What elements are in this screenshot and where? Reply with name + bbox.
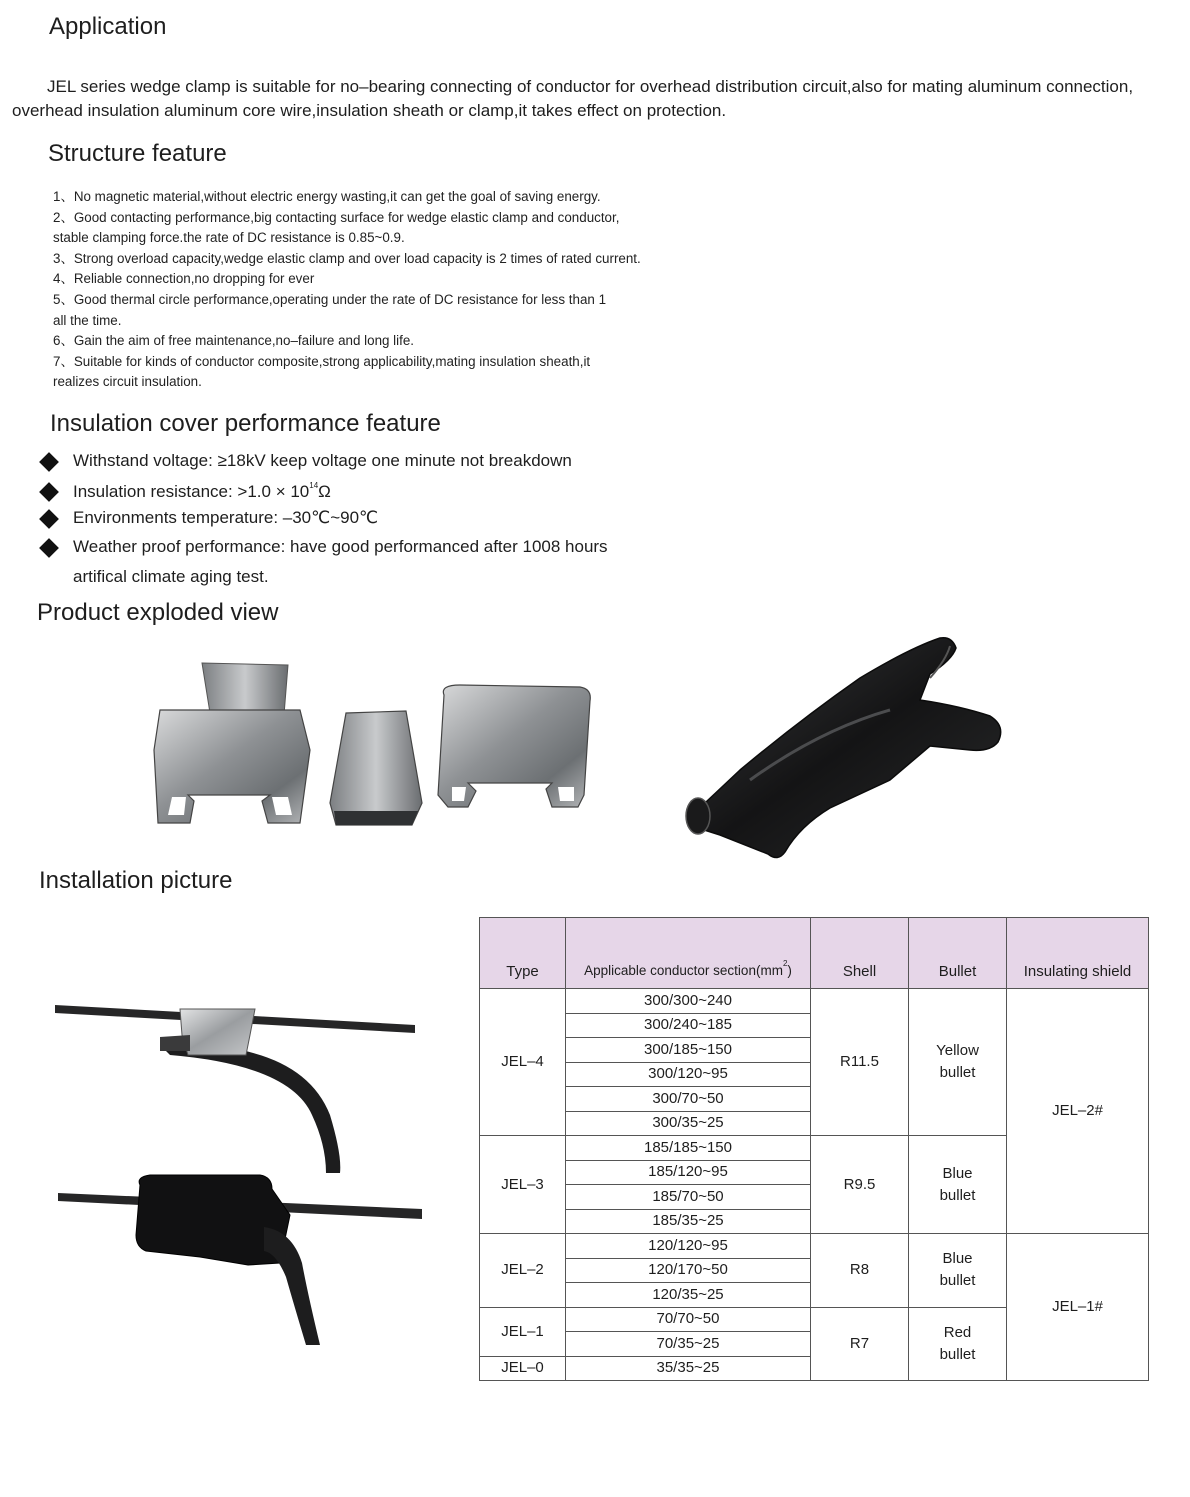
shield-cell: JEL–1# — [1007, 1234, 1149, 1381]
section-cell: 300/185~150 — [566, 1038, 811, 1063]
structure-line: 4、Reliable connection,no dropping for ever — [53, 271, 315, 287]
type-cell: JEL–3 — [480, 1136, 566, 1234]
structure-line: 5、Good thermal circle performance,operating under the rate of DC resistance for less than 1 — [53, 291, 607, 307]
insulation-heading: Insulation cover performance feature — [50, 410, 441, 437]
table-row — [480, 1234, 1149, 1259]
bullet-color: Red — [943, 1323, 972, 1341]
type-cell: JEL–1 — [480, 1307, 566, 1356]
bullet-word: bullet — [939, 1272, 976, 1290]
section-cell: 35/35~25 — [566, 1356, 811, 1381]
specification-table — [479, 917, 1149, 1381]
feature-text: Withstand voltage: ≥18kV keep voltage one minute not breakdown — [73, 451, 572, 470]
structure-line: realizes circuit insulation. — [53, 374, 202, 390]
table-header-row — [480, 918, 1149, 989]
bullet-word: bullet — [939, 1064, 976, 1081]
resistance-unit: Ω — [318, 482, 331, 501]
type-cell: JEL–2 — [480, 1234, 566, 1308]
structure-list — [53, 187, 653, 393]
structure-line: 7、Suitable for kinds of conductor composite,strong applicability,mating insulation sheath,it — [53, 353, 591, 369]
structure-line: 2、Good contacting performance,big contacting surface for wedge elastic clamp and conductor, — [53, 209, 620, 225]
diamond-bullet-icon — [39, 509, 59, 529]
feature-text: Environments temperature: –30℃~90℃ — [73, 508, 379, 527]
shell-cell: R11.5 — [811, 989, 909, 1136]
section-cell: 300/300~240 — [566, 989, 811, 1014]
section-cell: 300/35~25 — [566, 1111, 811, 1136]
structure-line: 1、No magnetic material,without electric energy wasting,it can get the goal of saving energy. — [53, 189, 601, 204]
installation-photo — [50, 995, 430, 1350]
bullet-cell — [909, 989, 1007, 1136]
structure-heading: Structure feature — [48, 140, 227, 167]
structure-line: 3、Strong overload capacity,wedge elastic clamp and over load capacity is 2 times of rated current. — [53, 250, 641, 266]
header-section-text: Applicable conductor section(mm — [584, 963, 783, 978]
bullet-cell — [909, 1136, 1007, 1234]
section-cell: 70/70~50 — [566, 1307, 811, 1332]
section-cell: 300/120~95 — [566, 1062, 811, 1087]
structure-line: 6、Gain the aim of free maintenance,no–failure and long life. — [53, 333, 415, 349]
resistance-exponent: 14 — [309, 481, 319, 490]
header-type: Type — [480, 918, 566, 989]
structure-line: all the time. — [53, 312, 122, 328]
shell-cell: R7 — [811, 1307, 909, 1381]
section-cell: 300/240~185 — [566, 1013, 811, 1038]
section-cell: 185/185~150 — [566, 1136, 811, 1161]
application-text-line-2: overhead insulation aluminum core wire,insulation sheath or clamp,it takes effect on protection. — [12, 101, 727, 120]
clamp-body-left — [154, 663, 310, 823]
shell-cell: R8 — [811, 1234, 909, 1308]
clamp-body-right — [438, 685, 590, 807]
shield-cell: JEL–2# — [1007, 989, 1149, 1234]
bullet-word: bullet — [939, 1345, 976, 1363]
feature-text: Weather proof performance: have good performanced after 1008 hours — [73, 537, 608, 556]
feature-text — [73, 481, 331, 502]
application-text-line-1: JEL series wedge clamp is suitable for no–bearing connecting of conductor for overhead distribution circuit,also for mating aluminum connection, — [47, 77, 1134, 96]
application-heading: Application — [49, 13, 167, 40]
installation-heading: Installation picture — [39, 867, 233, 894]
bullet-color: Yellow — [936, 1042, 979, 1059]
exploded-heading: Product exploded view — [37, 599, 279, 626]
table-row — [480, 989, 1149, 1014]
diamond-bullet-icon — [39, 482, 59, 502]
type-cell: JEL–0 — [480, 1356, 566, 1381]
bullet-color: Blue — [942, 1250, 973, 1268]
section-cell: 185/120~95 — [566, 1160, 811, 1185]
diamond-bullet-icon — [39, 538, 59, 558]
header-section-close: ) — [787, 963, 792, 978]
header-section-sup: 2 — [782, 959, 788, 968]
section-cell: 300/70~50 — [566, 1087, 811, 1112]
section-cell: 120/35~25 — [566, 1283, 811, 1308]
shell-cell: R9.5 — [811, 1136, 909, 1234]
installation-clamp-insulated — [58, 1175, 422, 1345]
section-cell: 185/35~25 — [566, 1209, 811, 1234]
bullet-word: bullet — [939, 1186, 976, 1204]
wedge-piece — [330, 711, 422, 825]
header-shield: Insulating shield — [1007, 918, 1149, 989]
installation-clamp-uninsulated — [55, 1005, 415, 1173]
header-section — [566, 918, 811, 989]
bullet-color: Blue — [942, 1164, 973, 1182]
diamond-bullet-icon — [39, 452, 59, 472]
section-cell: 120/120~95 — [566, 1234, 811, 1259]
section-cell: 185/70~50 — [566, 1185, 811, 1210]
structure-line: stable clamping force.the rate of DC resistance is 0.85~0.9. — [53, 230, 405, 246]
bullet-cell — [909, 1307, 1007, 1381]
feature-text: artifical climate aging test. — [73, 567, 269, 586]
section-cell: 70/35~25 — [566, 1332, 811, 1357]
header-bullet: Bullet — [909, 918, 1007, 989]
type-cell: JEL–4 — [480, 989, 566, 1136]
bullet-cell — [909, 1234, 1007, 1308]
section-cell: 120/170~50 — [566, 1258, 811, 1283]
header-shell: Shell — [811, 918, 909, 989]
resistance-base: Insulation resistance: >1.0 × 10 — [73, 482, 310, 501]
insulation-cover-image — [680, 630, 1020, 865]
wedge-clamp-parts-image — [150, 655, 610, 835]
